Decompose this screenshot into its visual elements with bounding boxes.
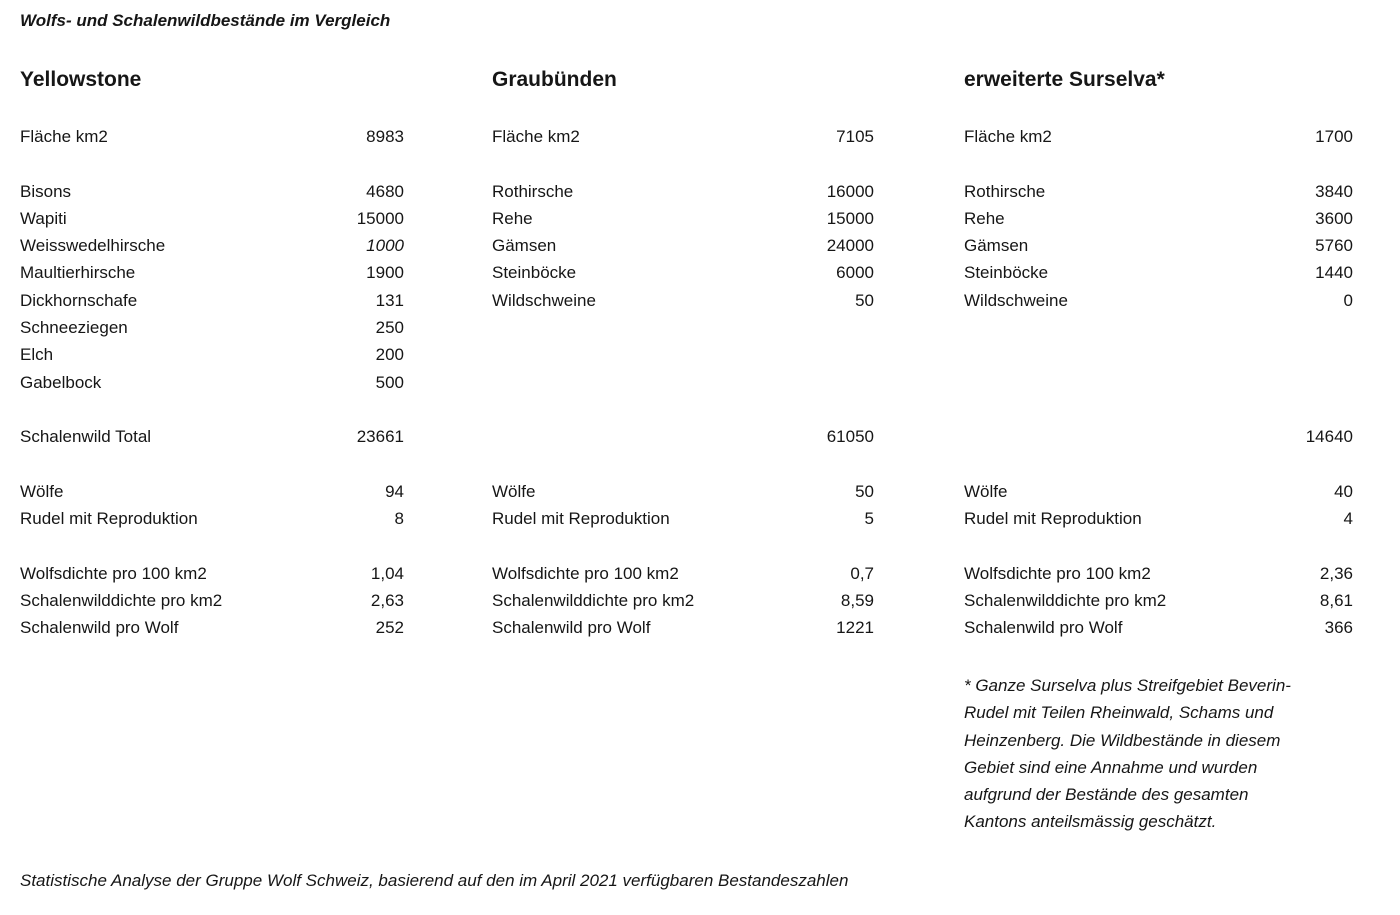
- table-row-species: [492, 178, 874, 205]
- row-value: 1700: [1315, 127, 1353, 146]
- row-value: 1900: [366, 263, 404, 283]
- row-label: Wolfsdichte pro 100 km2: [964, 563, 1151, 583]
- region-yellowstone: [20, 68, 404, 642]
- row-label: Rudel mit Reproduktion: [20, 509, 198, 529]
- row-label: Steinböcke: [492, 263, 577, 283]
- row-label: Wölfe: [492, 481, 536, 501]
- row-label: Wildschweine: [492, 290, 596, 310]
- row-value: 40: [1334, 481, 1353, 501]
- row-value: 0,7: [850, 563, 874, 583]
- row-label: Rothirsche: [492, 181, 574, 201]
- row-value: 16000: [826, 181, 874, 201]
- region-graubuenden: [492, 68, 874, 642]
- row-value: 1000: [366, 236, 404, 256]
- row-label: Gabelbock: [20, 372, 102, 392]
- density-stats: [492, 560, 874, 642]
- row-label: Schalenwilddichte pro km2: [492, 591, 695, 611]
- row-label: Wolfsdichte pro 100 km2: [492, 563, 679, 583]
- row-label: Bisons: [20, 181, 72, 201]
- row-value: 2,63: [370, 591, 404, 611]
- row-label: Schalenwilddichte pro km2: [964, 591, 1167, 611]
- table-row-packs: [492, 505, 874, 532]
- row-value: 2,36: [1319, 563, 1353, 583]
- row-value: 24000: [826, 236, 874, 256]
- row-label: Maultierhirsche: [20, 263, 136, 283]
- table-row-area: [492, 123, 874, 150]
- row-value: 15000: [826, 208, 874, 228]
- table-row-game-density: [964, 587, 1353, 614]
- row-value: 4680: [366, 181, 404, 201]
- row-label: Dickhornschafe: [20, 290, 138, 310]
- table-row-species: [20, 287, 404, 314]
- row-label: Schalenwild Total: [20, 427, 152, 447]
- table-row-wolves: [492, 478, 874, 505]
- row-label: Rehe: [964, 208, 1005, 228]
- row-value: 8983: [366, 127, 404, 146]
- row-value: 3840: [1315, 181, 1353, 201]
- table-row-game-density: [492, 587, 874, 614]
- region-title: Graubünden: [492, 68, 617, 91]
- row-value: 366: [1324, 618, 1353, 638]
- footnote-line: aufgrund der Bestände des gesamten: [964, 785, 1249, 805]
- row-label: Fläche km2: [492, 127, 580, 146]
- table-row-species: [20, 178, 404, 205]
- page-title: Wolfs- und Schalenwildbestände im Vergleich: [20, 11, 391, 30]
- footnote-line: * Ganze Surselva plus Streifgebiet Beverin-: [964, 676, 1291, 695]
- row-label: Schneeziegen: [20, 318, 128, 338]
- row-value: 0: [1343, 290, 1353, 310]
- row-label: Wapiti: [20, 208, 67, 228]
- table-row-game-per-wolf: [20, 614, 404, 641]
- species-list: [964, 178, 1353, 396]
- row-label: Schalenwild pro Wolf: [964, 618, 1123, 638]
- row-label: Schalenwilddichte pro km2: [20, 591, 223, 611]
- row-value: 5760: [1315, 236, 1353, 256]
- row-value: 61050: [826, 427, 874, 447]
- table-row-wolf-density: [20, 560, 404, 587]
- row-label: Wölfe: [20, 481, 64, 501]
- row-value: 14640: [1305, 427, 1353, 447]
- row-value: 252: [375, 618, 404, 638]
- table-row-species: [20, 341, 404, 368]
- row-value: 1,04: [370, 563, 404, 583]
- table-row-wolves: [20, 478, 404, 505]
- row-label: Schalenwild pro Wolf: [492, 618, 651, 638]
- row-value: 23661: [356, 427, 404, 447]
- row-value: 1221: [836, 618, 874, 638]
- density-stats: [20, 560, 404, 642]
- table-row-species: [964, 205, 1353, 232]
- row-label: Wildschweine: [964, 290, 1068, 310]
- table-row-species: [964, 178, 1353, 205]
- table-row-species: [492, 205, 874, 232]
- row-label: Wolfsdichte pro 100 km2: [20, 563, 207, 583]
- table-row-species: [20, 369, 404, 396]
- row-value: 7105: [836, 127, 874, 146]
- table-row-species: [20, 205, 404, 232]
- row-label: Rothirsche: [964, 181, 1046, 201]
- wolf-stats: [20, 478, 404, 533]
- row-label: Steinböcke: [964, 263, 1049, 283]
- table-row-packs: [20, 505, 404, 532]
- row-value: 8,59: [840, 591, 874, 611]
- row-label: Fläche km2: [964, 127, 1052, 146]
- row-label: Fläche km2: [20, 127, 108, 146]
- table-row-game-per-wolf: [492, 614, 874, 641]
- table-row-species: [492, 287, 874, 314]
- table-row-wolf-density: [492, 560, 874, 587]
- row-value: 50: [855, 481, 874, 501]
- row-value: 200: [375, 345, 404, 365]
- row-label: Wölfe: [964, 481, 1008, 501]
- table-row-area: [964, 123, 1353, 150]
- table-row-species: [20, 314, 404, 341]
- table-row-wolf-density: [964, 560, 1353, 587]
- table-row-area: [20, 123, 404, 150]
- row-label: Elch: [20, 345, 54, 365]
- table-row-total: [20, 423, 404, 450]
- row-value: 50: [855, 290, 874, 310]
- table-row-species: [492, 232, 874, 259]
- wolf-stats: [964, 478, 1353, 533]
- table-row-species: [964, 232, 1353, 259]
- table-row-total: [964, 423, 1353, 450]
- row-value: 8: [394, 509, 404, 529]
- row-value: 1440: [1315, 263, 1353, 283]
- table-row-wolves: [964, 478, 1353, 505]
- region-surselva: [964, 68, 1353, 642]
- source-note: Statistische Analyse der Gruppe Wolf Schweiz, basierend auf den im April 2021 verfügbaren Bestandeszahlen: [20, 871, 849, 890]
- table-row-game-per-wolf: [964, 614, 1353, 641]
- table-row-game-density: [20, 587, 404, 614]
- row-value: 6000: [836, 263, 874, 283]
- row-label: Gämsen: [492, 236, 557, 256]
- density-stats: [964, 560, 1353, 642]
- row-value: 3600: [1315, 208, 1353, 228]
- footnote-line: Gebiet sind eine Annahme und wurden: [964, 757, 1258, 777]
- table-row-species: [20, 232, 404, 259]
- row-label: Schalenwild pro Wolf: [20, 618, 179, 638]
- table-row-species: [964, 259, 1353, 286]
- table-row-species: [20, 259, 404, 286]
- table-row-species: [964, 287, 1353, 314]
- region-title: erweiterte Surselva*: [964, 68, 1165, 91]
- species-list: [20, 178, 404, 396]
- wolf-stats: [492, 478, 874, 533]
- footnote: [964, 672, 1356, 836]
- table-row-packs: [964, 505, 1353, 532]
- region-title: Yellowstone: [20, 68, 142, 91]
- row-label: Rudel mit Reproduktion: [964, 509, 1142, 529]
- row-value: 131: [375, 290, 404, 310]
- footnote-line: Kantons anteilsmässig geschätzt.: [964, 812, 1217, 832]
- row-value: 500: [375, 372, 404, 392]
- row-label: Rehe: [492, 208, 533, 228]
- footnote-line: Rudel mit Teilen Rheinwald, Schams und: [964, 703, 1274, 723]
- row-value: 4: [1343, 509, 1353, 529]
- row-label: Rudel mit Reproduktion: [492, 509, 670, 529]
- row-value: 15000: [356, 208, 404, 228]
- footnote-line: Heinzenberg. Die Wildbestände in diesem: [964, 730, 1281, 750]
- species-list: [492, 178, 874, 396]
- row-value: 250: [375, 318, 404, 338]
- table-row-total: [492, 423, 874, 450]
- table-row-species: [492, 259, 874, 286]
- row-value: 8,61: [1319, 591, 1353, 611]
- row-value: 94: [385, 481, 404, 501]
- row-label: Gämsen: [964, 236, 1029, 256]
- row-value: 5: [864, 509, 874, 529]
- row-label: Weisswedelhirsche: [20, 236, 166, 256]
